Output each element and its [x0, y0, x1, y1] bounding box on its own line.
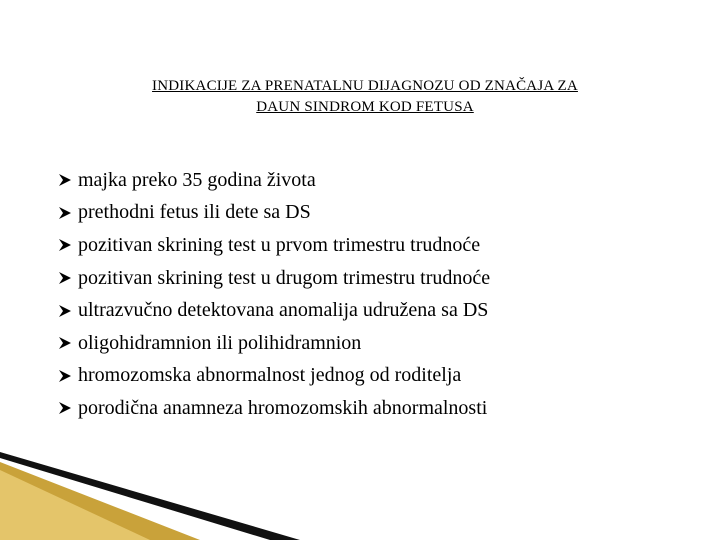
black-swoosh — [0, 452, 300, 540]
title-line-1: INDIKACIJE ZA PRENATALNU DIJAGNOZU OD ZNAČAJA ZA — [152, 78, 578, 94]
list-item-text: prethodni fetus ili dete sa DS — [78, 201, 311, 224]
list-item-text: pozitivan skrining test u prvom trimestru trudnoće — [78, 233, 481, 256]
list-item-text: pozitivan skrining test u drugom trimestru trudnoće — [78, 266, 491, 289]
list-item — [58, 392, 490, 425]
list-item-text: oligohidramnion ili polihidramnion — [78, 331, 362, 354]
gold-stripe-light — [0, 470, 150, 540]
arrow-bullet-icon — [58, 369, 76, 383]
list-item — [58, 327, 490, 360]
arrow-bullet-icon — [58, 336, 76, 350]
list-item — [58, 197, 490, 230]
list-item-text: ultrazvučno detektovana anomalija udružena sa DS — [78, 299, 489, 322]
arrow-bullet-icon — [58, 271, 76, 285]
arrow-bullet-icon — [58, 304, 76, 318]
arrow-bullet-icon — [58, 238, 76, 252]
gold-stripe — [0, 462, 200, 540]
list-item-text: hromozomska abnormalnost jednog od roditelja — [78, 364, 462, 387]
arrow-bullet-icon — [58, 206, 76, 220]
title-line-2: DAUN SINDROM KOD FETUSA — [256, 99, 474, 115]
list-item — [58, 360, 490, 393]
list-item — [58, 164, 490, 197]
list-item — [58, 294, 490, 327]
list-item-text: porodična anamneza hromozomskih abnormalnosti — [78, 396, 488, 419]
slide-title — [60, 76, 670, 118]
arrow-bullet-icon — [58, 401, 76, 415]
arrow-bullet-icon — [58, 173, 76, 187]
list-item — [58, 262, 490, 295]
indications-list — [58, 164, 490, 425]
list-item — [58, 229, 490, 262]
list-item-text: majka preko 35 godina života — [78, 168, 316, 191]
